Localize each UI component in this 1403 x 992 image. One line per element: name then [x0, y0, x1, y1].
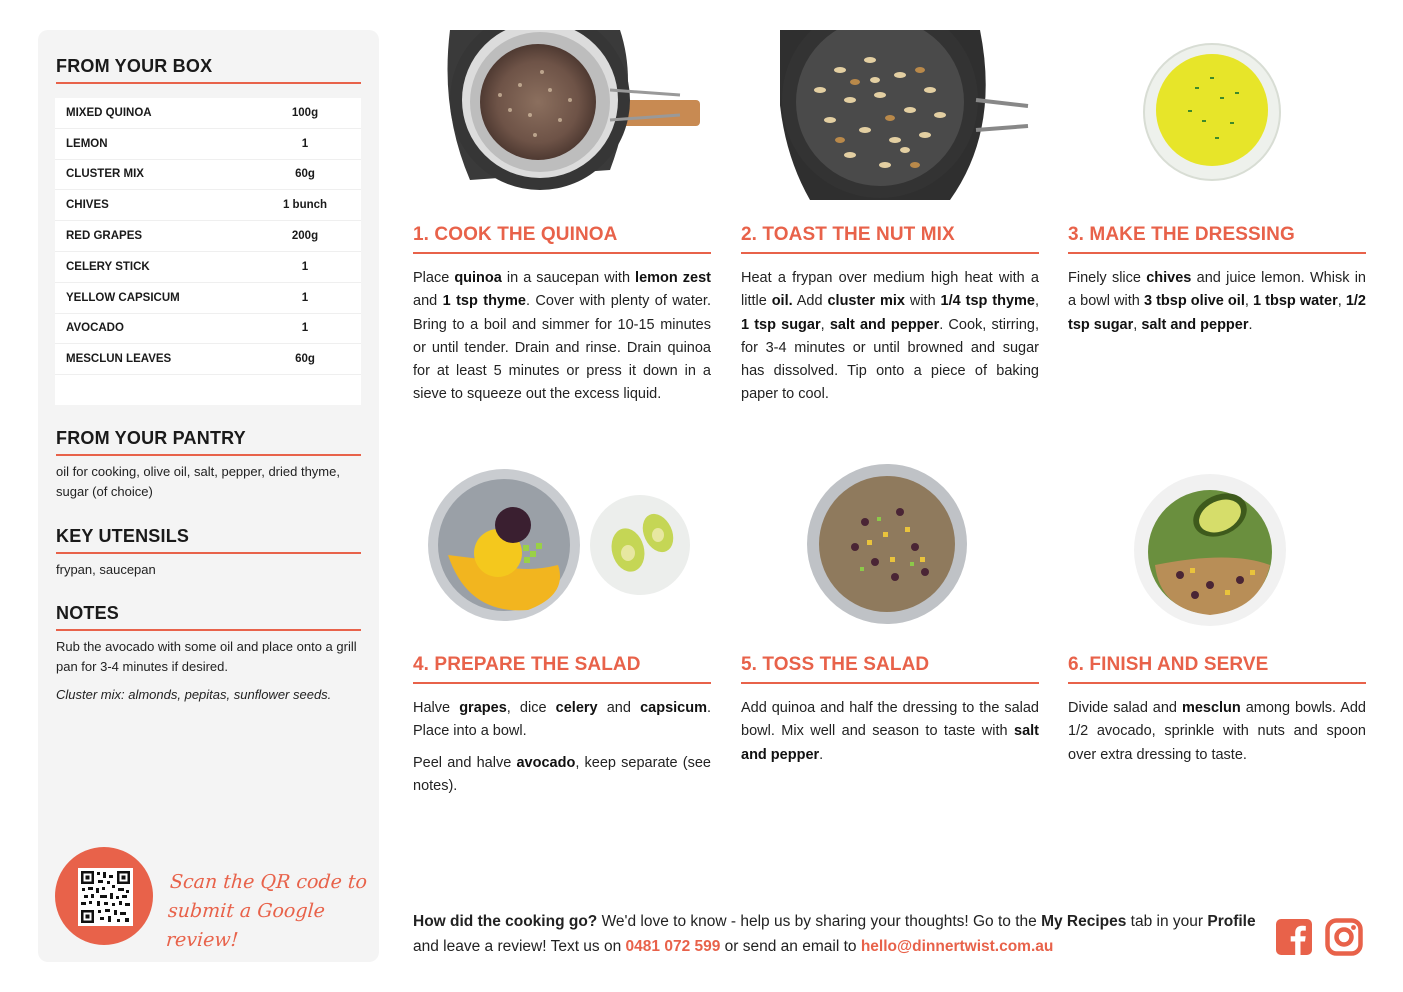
ingredient-highlight: oil.: [771, 293, 793, 310]
heading-rule: [56, 629, 361, 631]
from-your-pantry-heading: FROM YOUR PANTRY: [56, 428, 246, 448]
step-title: 2. TOAST THE NUT MIX: [741, 224, 1039, 254]
ingredient-highlight: salt and pepper: [829, 316, 940, 333]
ingredient-row: [55, 314, 361, 345]
step-text: and: [413, 293, 443, 310]
facebook-icon[interactable]: [1275, 918, 1313, 956]
ingredient-highlight: celery: [555, 700, 598, 716]
ingredient-qty: 100g: [291, 106, 319, 119]
ingredient-highlight: avocado: [516, 754, 576, 771]
dressing-bowl-photo: [1140, 42, 1285, 184]
ingredient-highlight: 1 tsp sugar: [741, 316, 821, 333]
qr-badge[interactable]: [55, 847, 153, 945]
step-text: . Cook, stirring, for 3-4 minutes or until browned and sugar has dissolved. Tip onto a piece of baking paper to cool.: [741, 316, 1040, 403]
step-text: Divide salad and: [1068, 700, 1182, 716]
ingredient-highlight: 1 tbsp water: [1252, 293, 1338, 310]
step-text: and: [597, 700, 641, 716]
ingredient-highlight: 1/4 tsp thyme: [940, 293, 1035, 310]
ingredient-highlight: 1/2 tsp sugar: [1068, 293, 1367, 333]
notes-italic-text: Cluster mix: almonds, pepitas, sunflower seeds.: [56, 687, 332, 702]
ingredient-name: RED GRAPES: [66, 230, 143, 243]
feedback-footer: [413, 909, 1263, 959]
ingredient-qty: 1: [301, 260, 309, 273]
step-body: [741, 267, 1039, 407]
ingredient-highlight: salt and pepper: [1141, 316, 1249, 333]
ingredient-row: [55, 344, 361, 375]
ingredient-qty: 1: [301, 291, 309, 304]
step-text: Peel and halve: [413, 754, 517, 771]
ingredient-name: MESCLUN LEAVES: [66, 353, 172, 366]
ingredient-row: [55, 160, 361, 191]
ingredient-qty: 1: [301, 322, 309, 335]
footer-text: tab in your: [1126, 913, 1208, 930]
step-6: [1068, 654, 1366, 767]
qr-code-icon[interactable]: [78, 868, 133, 926]
nut-mix-pan-photo: [780, 30, 1035, 200]
step-text: ,: [1133, 316, 1142, 333]
ingredient-row: [55, 129, 361, 160]
step-text: . Place into a bowl.: [413, 700, 712, 740]
step-text: with: [904, 293, 941, 310]
ingredient-name: YELLOW CAPSICUM: [66, 291, 180, 304]
step-text: Halve: [413, 700, 460, 716]
step-body: [1068, 267, 1366, 337]
ingredient-name: CLUSTER MIX: [66, 168, 144, 181]
notes-text: Rub the avocado with some oil and place onto a grill pan for 3-4 minutes if desired.: [56, 639, 357, 674]
step-body: [1068, 697, 1366, 767]
ingredient-name: CHIVES: [66, 199, 109, 212]
instagram-icon[interactable]: [1325, 918, 1363, 956]
heading-rule: [56, 552, 361, 554]
heading-rule: [56, 82, 361, 84]
step-text: .: [1248, 316, 1253, 333]
ingredient-name: AVOCADO: [66, 322, 124, 335]
ingredient-highlight: salt and pepper: [741, 723, 1039, 763]
footer-question: How did the cooking go?: [413, 913, 598, 930]
step-text: among bowls. Add 1/2 avocado, sprinkle with nuts and spoon over extra dressing to taste.: [1068, 700, 1366, 763]
ingredient-row: [55, 221, 361, 252]
footer-text: and leave a review! Text us on: [413, 938, 626, 955]
finished-salad-bowl-photo: [1130, 470, 1295, 630]
step-title: 1. COOK THE QUINOA: [413, 224, 711, 254]
ingredient-qty: 200g: [291, 230, 319, 243]
step-text: and juice lemon. Whisk in a bowl with: [1068, 270, 1366, 310]
step-text: Heat a frypan over medium high heat with a little: [741, 270, 1039, 310]
step-text: Place: [413, 270, 455, 286]
step-body: [413, 267, 711, 407]
step-3: [1068, 224, 1366, 337]
ingredient-qty: 60g: [295, 353, 315, 366]
step-text: Finely slice: [1068, 270, 1147, 286]
ingredient-qty: 1 bunch: [282, 199, 328, 212]
ingredient-highlight: quinoa: [454, 270, 502, 286]
ingredient-table: [55, 98, 361, 405]
ingredient-row: [55, 190, 361, 221]
ingredient-name: CELERY STICK: [66, 260, 150, 273]
step-text: ,: [1034, 293, 1040, 310]
from-your-box-heading: FROM YOUR BOX: [56, 56, 213, 76]
step-text: in a saucepan with: [501, 270, 636, 286]
email-link[interactable]: hello@dinnertwist.com.au: [860, 938, 1054, 955]
quinoa-sieve-photo: [430, 30, 705, 200]
step-body: [413, 697, 711, 798]
ingredient-name: LEMON: [66, 137, 108, 150]
key-utensils-heading: KEY UTENSILS: [56, 526, 190, 546]
step-2: [741, 224, 1039, 407]
ingredients-sidebar: [38, 30, 379, 962]
step-title: 6. FINISH AND SERVE: [1068, 654, 1366, 684]
profile-link[interactable]: Profile: [1207, 913, 1256, 930]
step-text: . Cover with plenty of water. Bring to a boil and simmer for 10-15 minutes or until tender. Drain and rinse. Drain quinoa for at least 5 minutes or press it down in a sieve to squeeze out the excess liquid.: [413, 293, 711, 403]
notes-heading: NOTES: [56, 603, 120, 623]
step-text: Add: [792, 293, 828, 310]
step-text: , keep separate (see notes).: [413, 754, 711, 794]
step-text: .: [819, 746, 824, 763]
step-text: Add quinoa and half the dressing to the salad bowl. Mix well and season to taste with: [741, 700, 1039, 740]
ingredient-row: [55, 252, 361, 283]
qr-caption-line: Scan the QR code to: [169, 871, 368, 893]
step-text: ,: [820, 316, 830, 333]
step-4: [413, 654, 711, 798]
ingredient-highlight: lemon zest: [635, 270, 711, 286]
ingredient-highlight: mesclun: [1181, 700, 1241, 716]
pantry-text: oil for cooking, olive oil, salt, pepper, dried thyme, sugar (of choice): [56, 464, 340, 499]
step-body: [741, 697, 1039, 767]
ingredient-highlight: 1 tsp thyme: [442, 293, 526, 310]
footer-text: or send an email to: [720, 938, 861, 955]
step-text: , dice: [506, 700, 556, 716]
ingredient-highlight: 3 tbsp olive oil: [1143, 293, 1245, 310]
step-text: ,: [1337, 293, 1346, 310]
step-text: ,: [1244, 293, 1253, 310]
step-title: 3. MAKE THE DRESSING: [1068, 224, 1366, 254]
ingredient-row: [55, 283, 361, 314]
qr-caption: [165, 868, 371, 955]
ingredient-qty: 1: [301, 137, 309, 150]
phone-link[interactable]: 0481 072 599: [625, 938, 721, 955]
step-title: 4. PREPARE THE SALAD: [413, 654, 711, 684]
footer-text: We'd love to know - help us by sharing your thoughts! Go to the: [597, 913, 1042, 930]
step-title: 5. TOSS THE SALAD: [741, 654, 1039, 684]
prepared-salad-bowl-photo: [428, 465, 693, 630]
heading-rule: [56, 454, 361, 456]
utensils-text: frypan, saucepan: [56, 562, 156, 577]
step-1: [413, 224, 711, 407]
ingredient-highlight: cluster mix: [827, 293, 905, 310]
ingredient-highlight: chives: [1146, 270, 1192, 286]
tossed-salad-bowl-photo: [805, 462, 970, 627]
ingredient-name: MIXED QUINOA: [66, 106, 152, 119]
qr-caption-line: submit a Google review!: [165, 900, 326, 951]
my-recipes-link[interactable]: My Recipes: [1041, 913, 1127, 930]
ingredient-row: [55, 98, 361, 129]
ingredient-highlight: grapes: [459, 700, 507, 716]
ingredient-qty: 60g: [295, 168, 315, 181]
step-5: [741, 654, 1039, 767]
ingredient-highlight: capsicum: [640, 700, 707, 716]
